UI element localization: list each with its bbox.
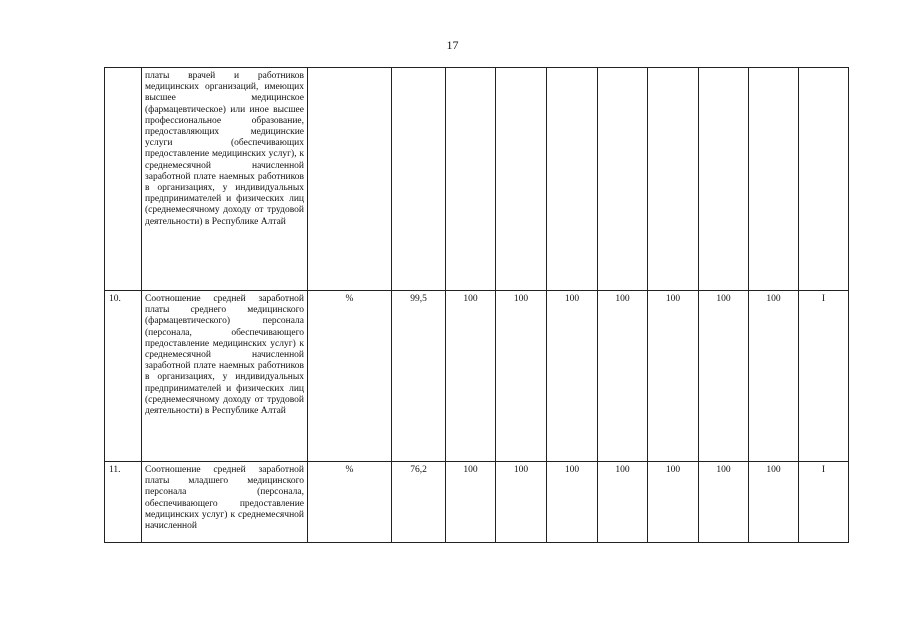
indicator-name-cell: Соотношение средней заработной платы среднего медицинского (фармацевтического) персонала (персонала, обеспечивающего предоставление медицинских услуг) к среднемесячной начисленной заработной плате наемных работников в организациях, у индивидуальных предпринимателей и физических лиц (среднемесячному доходу от трудовой деятельности) в Республике Алтай <box>142 291 308 462</box>
value-cell: 100 <box>446 291 496 462</box>
value-cell: 100 <box>496 462 547 543</box>
value-cell <box>648 68 699 291</box>
page-number: 17 <box>446 38 459 52</box>
value-cell <box>496 68 547 291</box>
value-cell <box>799 68 849 291</box>
value-cell: 100 <box>446 462 496 543</box>
table-row <box>105 291 849 462</box>
value-cell: 99,5 <box>392 291 446 462</box>
indicator-name-cell: платы врачей и работников медицинских организаций, имеющих высшее медицинское (фармацевтическое) или иное высшее профессиональное образование, предоставляющих медицинские услуги (обеспечивающих предоставление медицинских услуг), к среднемесячной начисленной заработной плате наемных работников в организациях, у индивидуальных предпринимателей и физических лиц (среднемесячному доходу от трудовой деятельности) в Республике Алтай <box>142 68 308 291</box>
value-cell: 100 <box>547 462 598 543</box>
value-cell <box>392 68 446 291</box>
unit-cell: % <box>308 291 392 462</box>
table-row <box>105 68 849 291</box>
value-cell <box>699 68 749 291</box>
value-cell: 100 <box>598 291 648 462</box>
row-number-cell <box>105 68 142 291</box>
value-cell: 100 <box>598 462 648 543</box>
value-cell: 100 <box>699 462 749 543</box>
value-cell <box>598 68 648 291</box>
indicators-table <box>104 67 849 543</box>
value-cell: I <box>799 462 849 543</box>
value-cell <box>547 68 598 291</box>
value-cell: 100 <box>648 291 699 462</box>
value-cell: 100 <box>699 291 749 462</box>
value-cell <box>749 68 799 291</box>
row-number-cell: 11. <box>105 462 142 543</box>
unit-cell: % <box>308 462 392 543</box>
row-number-cell: 10. <box>105 291 142 462</box>
value-cell: I <box>799 291 849 462</box>
value-cell: 100 <box>547 291 598 462</box>
value-cell: 100 <box>648 462 699 543</box>
table-row <box>105 462 849 543</box>
value-cell: 100 <box>749 462 799 543</box>
value-cell: 76,2 <box>392 462 446 543</box>
value-cell <box>446 68 496 291</box>
indicator-name-cell: Соотношение средней заработной платы младшего медицинского персонала (персонала, обеспечивающего предоставление медицинских услуг) к среднемесячной начисленной <box>142 462 308 543</box>
value-cell: 100 <box>496 291 547 462</box>
unit-cell <box>308 68 392 291</box>
value-cell: 100 <box>749 291 799 462</box>
